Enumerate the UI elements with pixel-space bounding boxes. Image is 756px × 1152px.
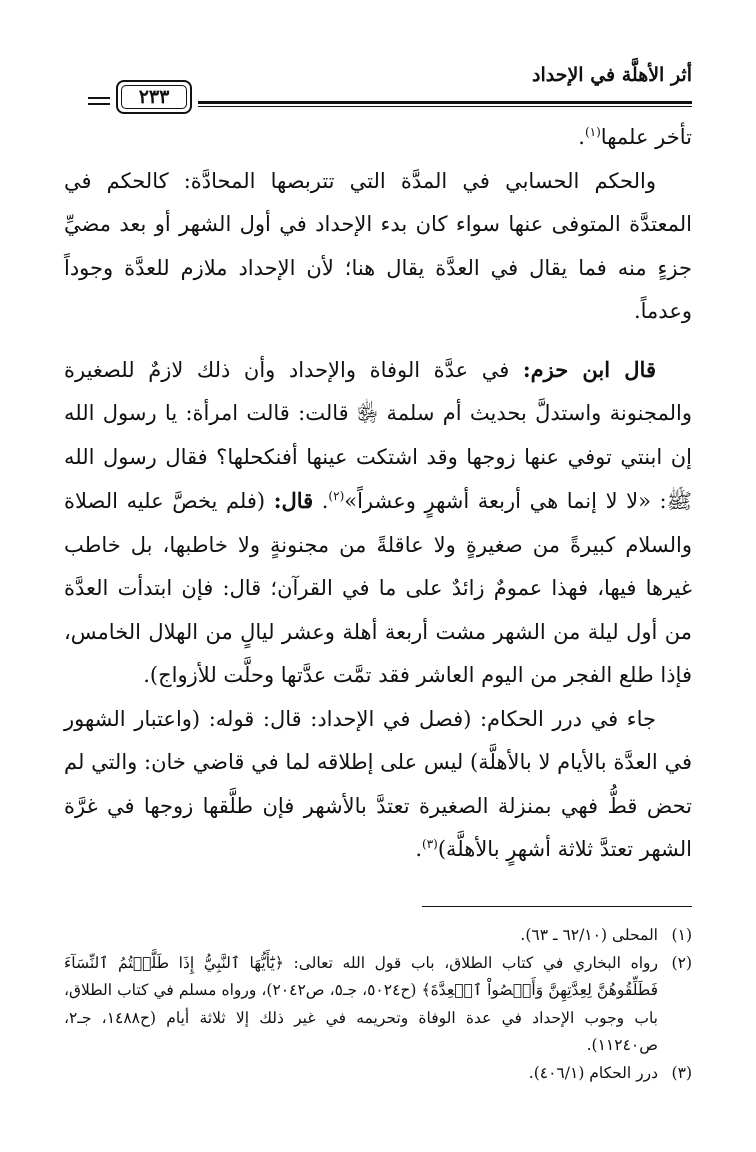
paragraph-1-text: تأخر علمها [600, 125, 692, 149]
header-rule-thin [198, 106, 692, 107]
footnote-number: (٣) [671, 1063, 692, 1082]
paragraph-1-end: . [578, 125, 585, 149]
paragraph-3-text-b: (فلم يخصَّ عليه الصلاة والسلام كبيرةً من صغيرةٍ ولا عاقلةً من مجنونةٍ ولا خاطبها، بل خاطب غيرها فيها، فهذا عمومٌ زائدٌ على ما في القرآن؛ قال: فإن ابتدأت العدَّة من أول ليلة من الشهر مشت أربعة أهلة وعشر ليالٍ من الهلال الخامس، فإذا طلع الفجر من اليوم العاشر فقد تمَّت عدَّتها وحلَّت للأزواج). [64, 489, 692, 687]
footnote-3 [64, 1060, 692, 1088]
footnote-text: درر الحكام (٤٠٦/١). [528, 1063, 658, 1082]
footnotes [64, 922, 692, 1087]
paragraph-1 [64, 116, 692, 160]
paragraph-4-end: . [415, 837, 423, 861]
header-rule-left [88, 97, 110, 99]
footnote-text: المحلى (٦٢/١٠ ـ ٦٣). [520, 926, 658, 944]
footnote-text: رواه البخاري في كتاب الطلاق، باب قول الله تعالى: ﴿يَٰٓأَيُّهَا ٱلنَّبِيُّ إِذَا طَلَّقۡتُمُ ٱلنِّسَآءَ فَطَلِّقُوهُنَّ لِعِدَّتِهِنَّ وَأَحۡصُواْ ٱلۡعِدَّةَ﴾ (ح٥٠٢٤، جـ٥، ص٢٠٤٢)، ورواه مسلم في كتاب الطلاق، باب وجوب الإحداد في عدة الوفاة وتحريمه في غير ذلك إلا ثلاثة أيام (ح١٤٨٨، جـ٢، ص١١٢٤٠). [64, 953, 658, 1054]
paragraph-4 [64, 698, 692, 872]
footnote-ref-2[interactable]: (٢) [328, 489, 345, 503]
ibn-hazm-heading: قال ابن حزم: [522, 356, 656, 382]
footnote-number: (١) [671, 926, 692, 944]
page-number-frame [116, 80, 192, 114]
running-title: أثر الأهلَّة في الإحداد [532, 64, 692, 86]
header-rule [198, 101, 692, 104]
footnote-2 [64, 950, 692, 1060]
header-rule-left-2 [88, 103, 110, 105]
footnote-separator [422, 906, 692, 907]
paragraph-4-text: جاء في درر الحكام: (فصل في الإحداد: قال: قوله: (واعتبار الشهور في العدَّة بالأيام لا بالأهلَّة) ليس على إطلاقه لما في قاضي خان: والتي لم تحض قطُّ فهي بمنزلة الصغيرة تعتدَّ بالأشهر فإن طلَّقها زوجها في غرَّة الشهر تعتدَّ ثلاثة أشهرٍ بالأهلَّة) [64, 706, 692, 861]
footnote-number: (٢) [671, 953, 692, 972]
paragraph-2: والحكم الحسابي في المدَّة التي تتربصها المحادَّة: كالحكم في المعتدَّة المتوفى عنها سواء كان بدء الإحداد في أول الشهر أو بعد مضيِّ جزءٍ منه فما يقال في العدَّة يقال هنا؛ لأن الإحداد ملازم للعدَّة وجوداً وعدماً. [64, 168, 692, 323]
paragraph-3-text-a: في عدَّة الوفاة والإحداد وأن ذلك لازمٌ للصغيرة والمجنونة واستدلَّ بحديث أم سلمة ﵂ قالت: قالت امرأة: يا رسول الله إن ابنتي توفي عنها زوجها وقد اشتكت عينها أفنكحلها؟ فقال رسول الله ﷺ: «لا لا إنما هي أربعة أشهرٍ وعشراً» [64, 357, 692, 513]
footnote-ref-1[interactable]: (١) [584, 125, 601, 139]
paragraph-3 [64, 348, 692, 698]
paragraph-3-dot: . [313, 489, 329, 513]
main-text [64, 116, 692, 872]
said-label: قال: [273, 488, 314, 513]
footnote-ref-3[interactable]: (٣) [422, 837, 438, 851]
footnote-1 [64, 922, 692, 950]
page-header [88, 62, 692, 108]
page-number: ٢٣٣ [138, 86, 170, 108]
